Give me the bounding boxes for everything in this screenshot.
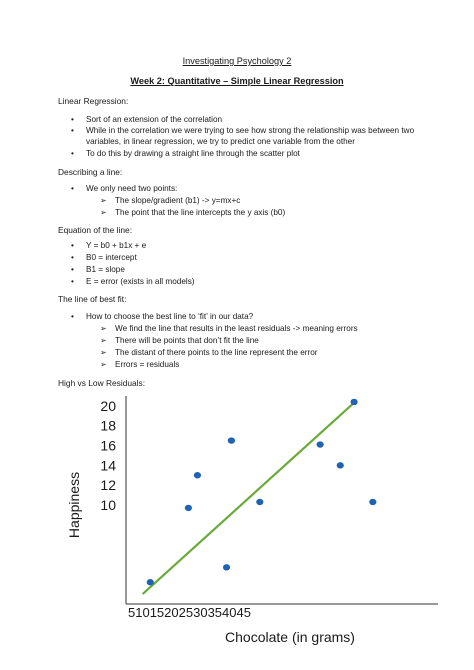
chart-y-tick-label: 18 [100,417,116,434]
scatter-point [369,499,376,505]
document-title: Investigating Psychology 2 [182,56,292,66]
sub-list-item: ➢ The distant of there points to the line represent the error [115,347,435,358]
chart-y-tick-label: 14 [100,457,116,474]
sub-list-item: ➢ The slope/gradient (b1) -> y=mx+c [115,195,435,206]
section-heading-equation: Equation of the line: [58,225,133,235]
sub-list-item: ➢ There will be points that don’t fit the line [115,335,435,346]
scatter-point [223,564,230,570]
chart-y-tick-label: 16 [100,437,116,454]
section-heading-residuals: High vs Low Residuals: [58,378,146,388]
chart-x-tick-labels [128,605,251,620]
chart-x-axis-label: Chocolate (in grams) [225,629,355,645]
chart-x-tick-label: 5 [128,605,136,620]
scatter-point [351,399,358,405]
sub-list-item: ➢ Errors = residuals [115,359,435,370]
list-item: • We only need two points: [86,183,426,194]
chart-x-tick-label: 35 [207,605,223,620]
list-item: • E = error (exists in all models) [86,276,426,287]
list-item: • B1 = slope [86,264,426,275]
list-item: • Sort of an extension of the correlation [86,114,426,125]
chart-x-tick-label: 45 [236,605,251,620]
chart-y-axis-label: Happiness [66,471,82,539]
chart-x-tick-label: 25 [178,605,194,620]
scatter-point [147,579,154,585]
sub-list-item: ➢ We find the line that results in the least residuals -> meaning errors [115,323,435,334]
list-item: • Y = b0 + b1x + e [86,240,426,251]
scatter-point [194,472,201,478]
list-item: • How to choose the best line to ‘fit’ in our data? [86,311,426,322]
list-item: • To do this by drawing a straight line through the scatter plot [86,148,426,159]
scatter-point [185,505,192,511]
scatter-point [317,441,324,447]
section-heading-describing-line: Describing a line: [58,167,123,177]
list-item: • While in the correlation we were trying to see how strong the relationship was between two variables, in linear regression, we try to predict one variable from the other [86,125,426,147]
chart-y-tick-label: 20 [100,397,116,414]
chart-x-tick-label: 10 [135,605,150,620]
chart-y-tick-label: 12 [100,477,116,494]
sub-list-item: ➢ The point that the line intercepts the y axis (b0) [115,207,435,218]
chart-x-tick-label: 40 [222,605,237,620]
document-subtitle: Week 2: Quantitative – Simple Linear Regression [130,76,344,86]
chart-y-tick-label: 10 [100,496,116,513]
chart-x-tick-label: 20 [164,605,179,620]
regression-line [143,404,353,594]
list-item: • B0 = intercept [86,252,426,263]
scatter-point [228,437,235,443]
chart-x-tick-label: 15 [149,605,165,620]
section-heading-best-fit: The line of best fit: [58,294,127,304]
section-heading-linear-regression: Linear Regression: [58,96,129,106]
chart-x-tick-label: 30 [193,605,208,620]
scatter-point [337,462,344,468]
scatter-point [256,499,263,505]
